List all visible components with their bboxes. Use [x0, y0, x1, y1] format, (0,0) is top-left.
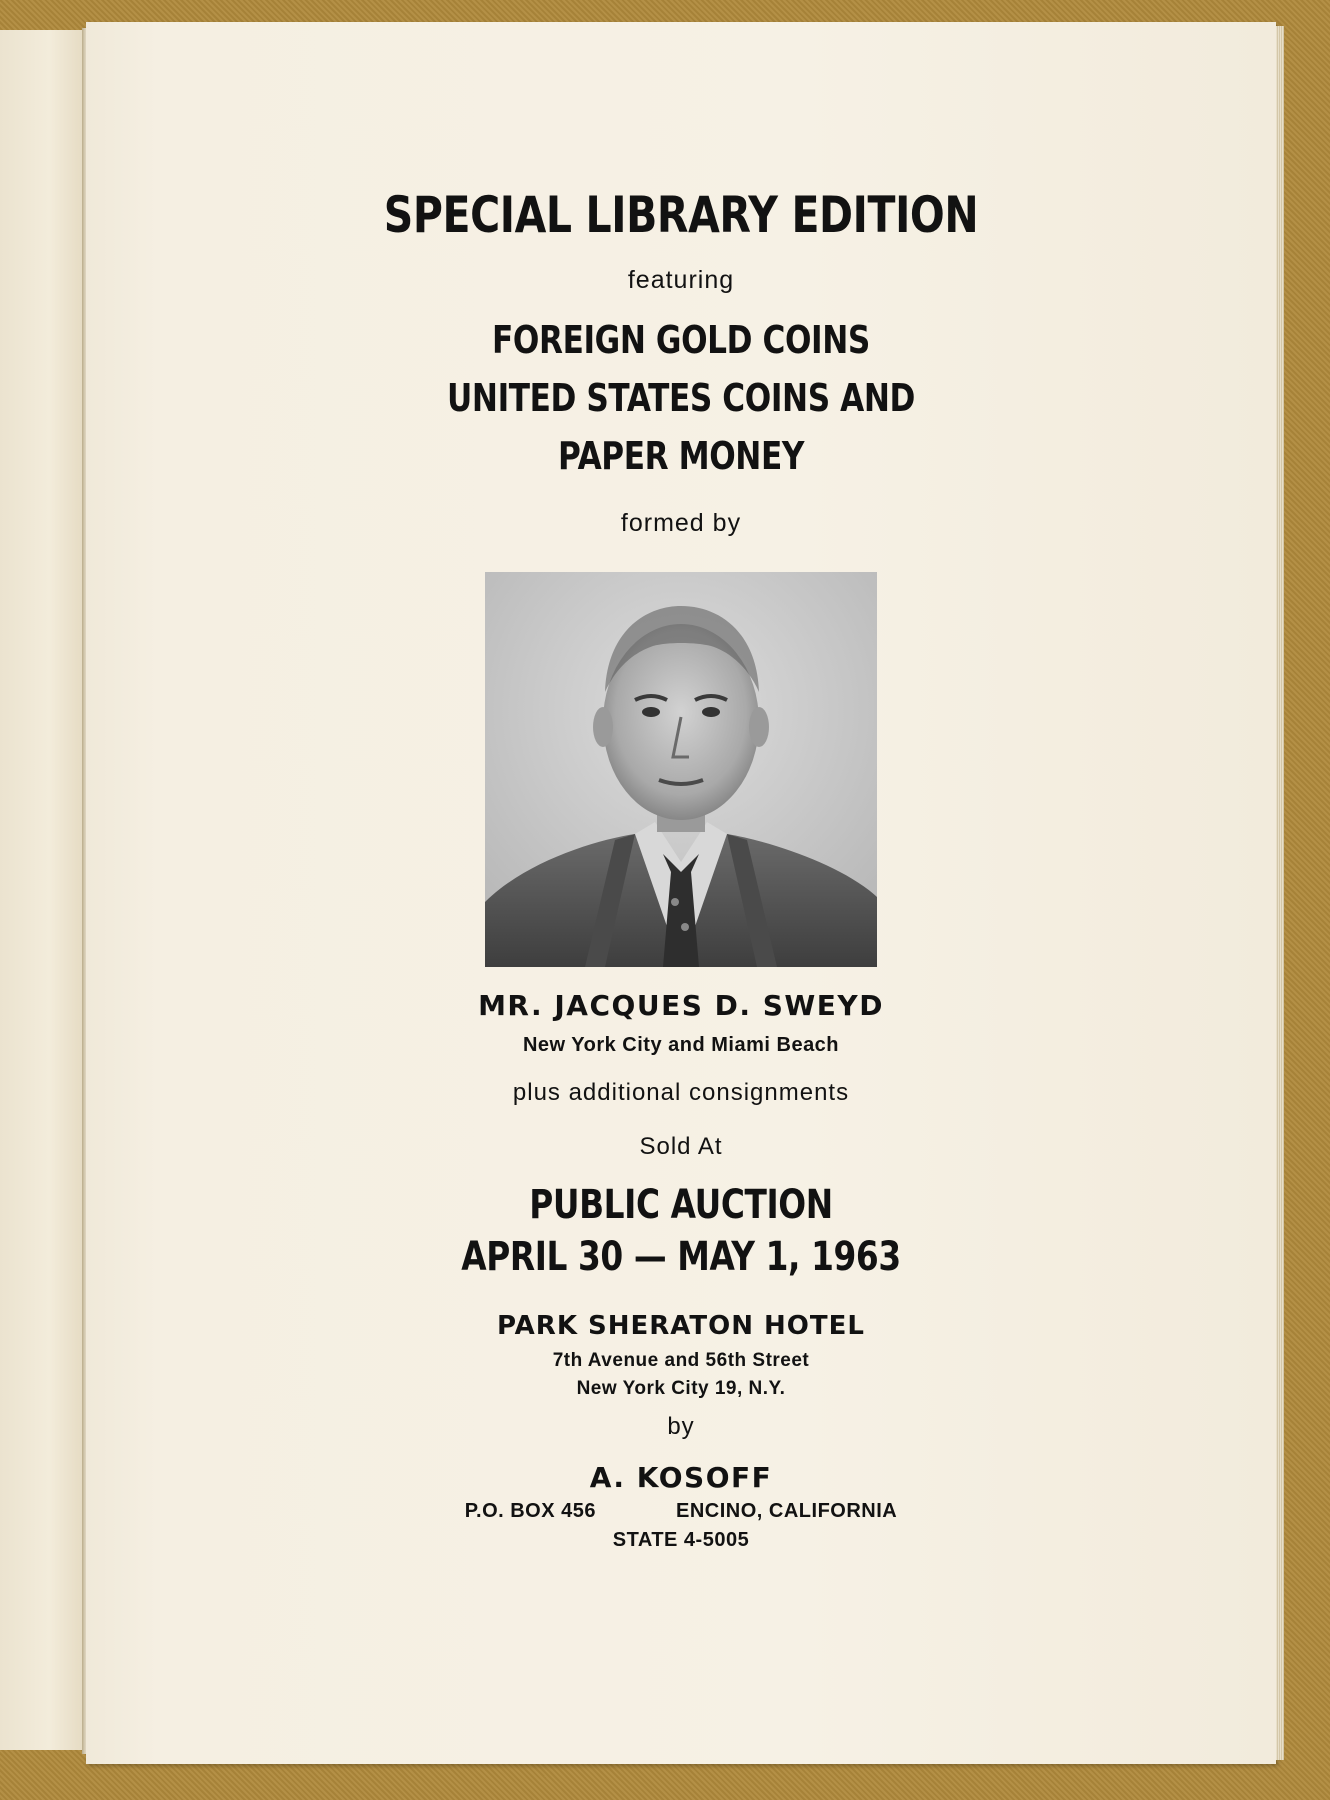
by-label: by [667, 1413, 695, 1440]
sold-at-label: Sold At [639, 1133, 723, 1160]
left-page-edge [0, 30, 83, 1750]
additional-consignments-label: plus additional consignments [512, 1079, 850, 1106]
title-page-content [86, 22, 1276, 1552]
auction-dates: APRIL 30 — MAY 1, 1963 [461, 1234, 901, 1280]
portrait-photo [485, 572, 877, 967]
auctioneer-phone: STATE 4-5005 [612, 1529, 750, 1551]
featuring-label: featuring [627, 266, 735, 294]
subject-line-1: FOREIGN GOLD COINS [492, 318, 870, 362]
auctioneer-po-box: P.O. BOX 456 [464, 1500, 597, 1522]
venue-address-line-2: New York City 19, N.Y. [576, 1378, 786, 1399]
venue-address-line-1: 7th Avenue and 56th Street [552, 1350, 810, 1371]
edition-title: SPECIAL LIBRARY EDITION [383, 186, 979, 244]
page-fore-edge [1276, 26, 1284, 1760]
subject-line-3: PAPER MONEY [558, 434, 804, 478]
venue-name: PARK SHERATON HOTEL [497, 1311, 865, 1341]
auctioneer-address-row [86, 1500, 1276, 1523]
auction-title: PUBLIC AUCTION [529, 1182, 833, 1228]
subject-line-2: UNITED STATES COINS AND [447, 376, 915, 420]
collector-name: MR. JACQUES D. SWEYD [478, 989, 884, 1022]
collector-location: New York City and Miami Beach [522, 1034, 840, 1056]
formed-by-label: formed by [620, 509, 742, 537]
collector-portrait [485, 572, 877, 967]
auctioneer-city: ENCINO, CALIFORNIA [676, 1500, 898, 1522]
auctioneer-name: A. KOSOFF [589, 1461, 773, 1494]
